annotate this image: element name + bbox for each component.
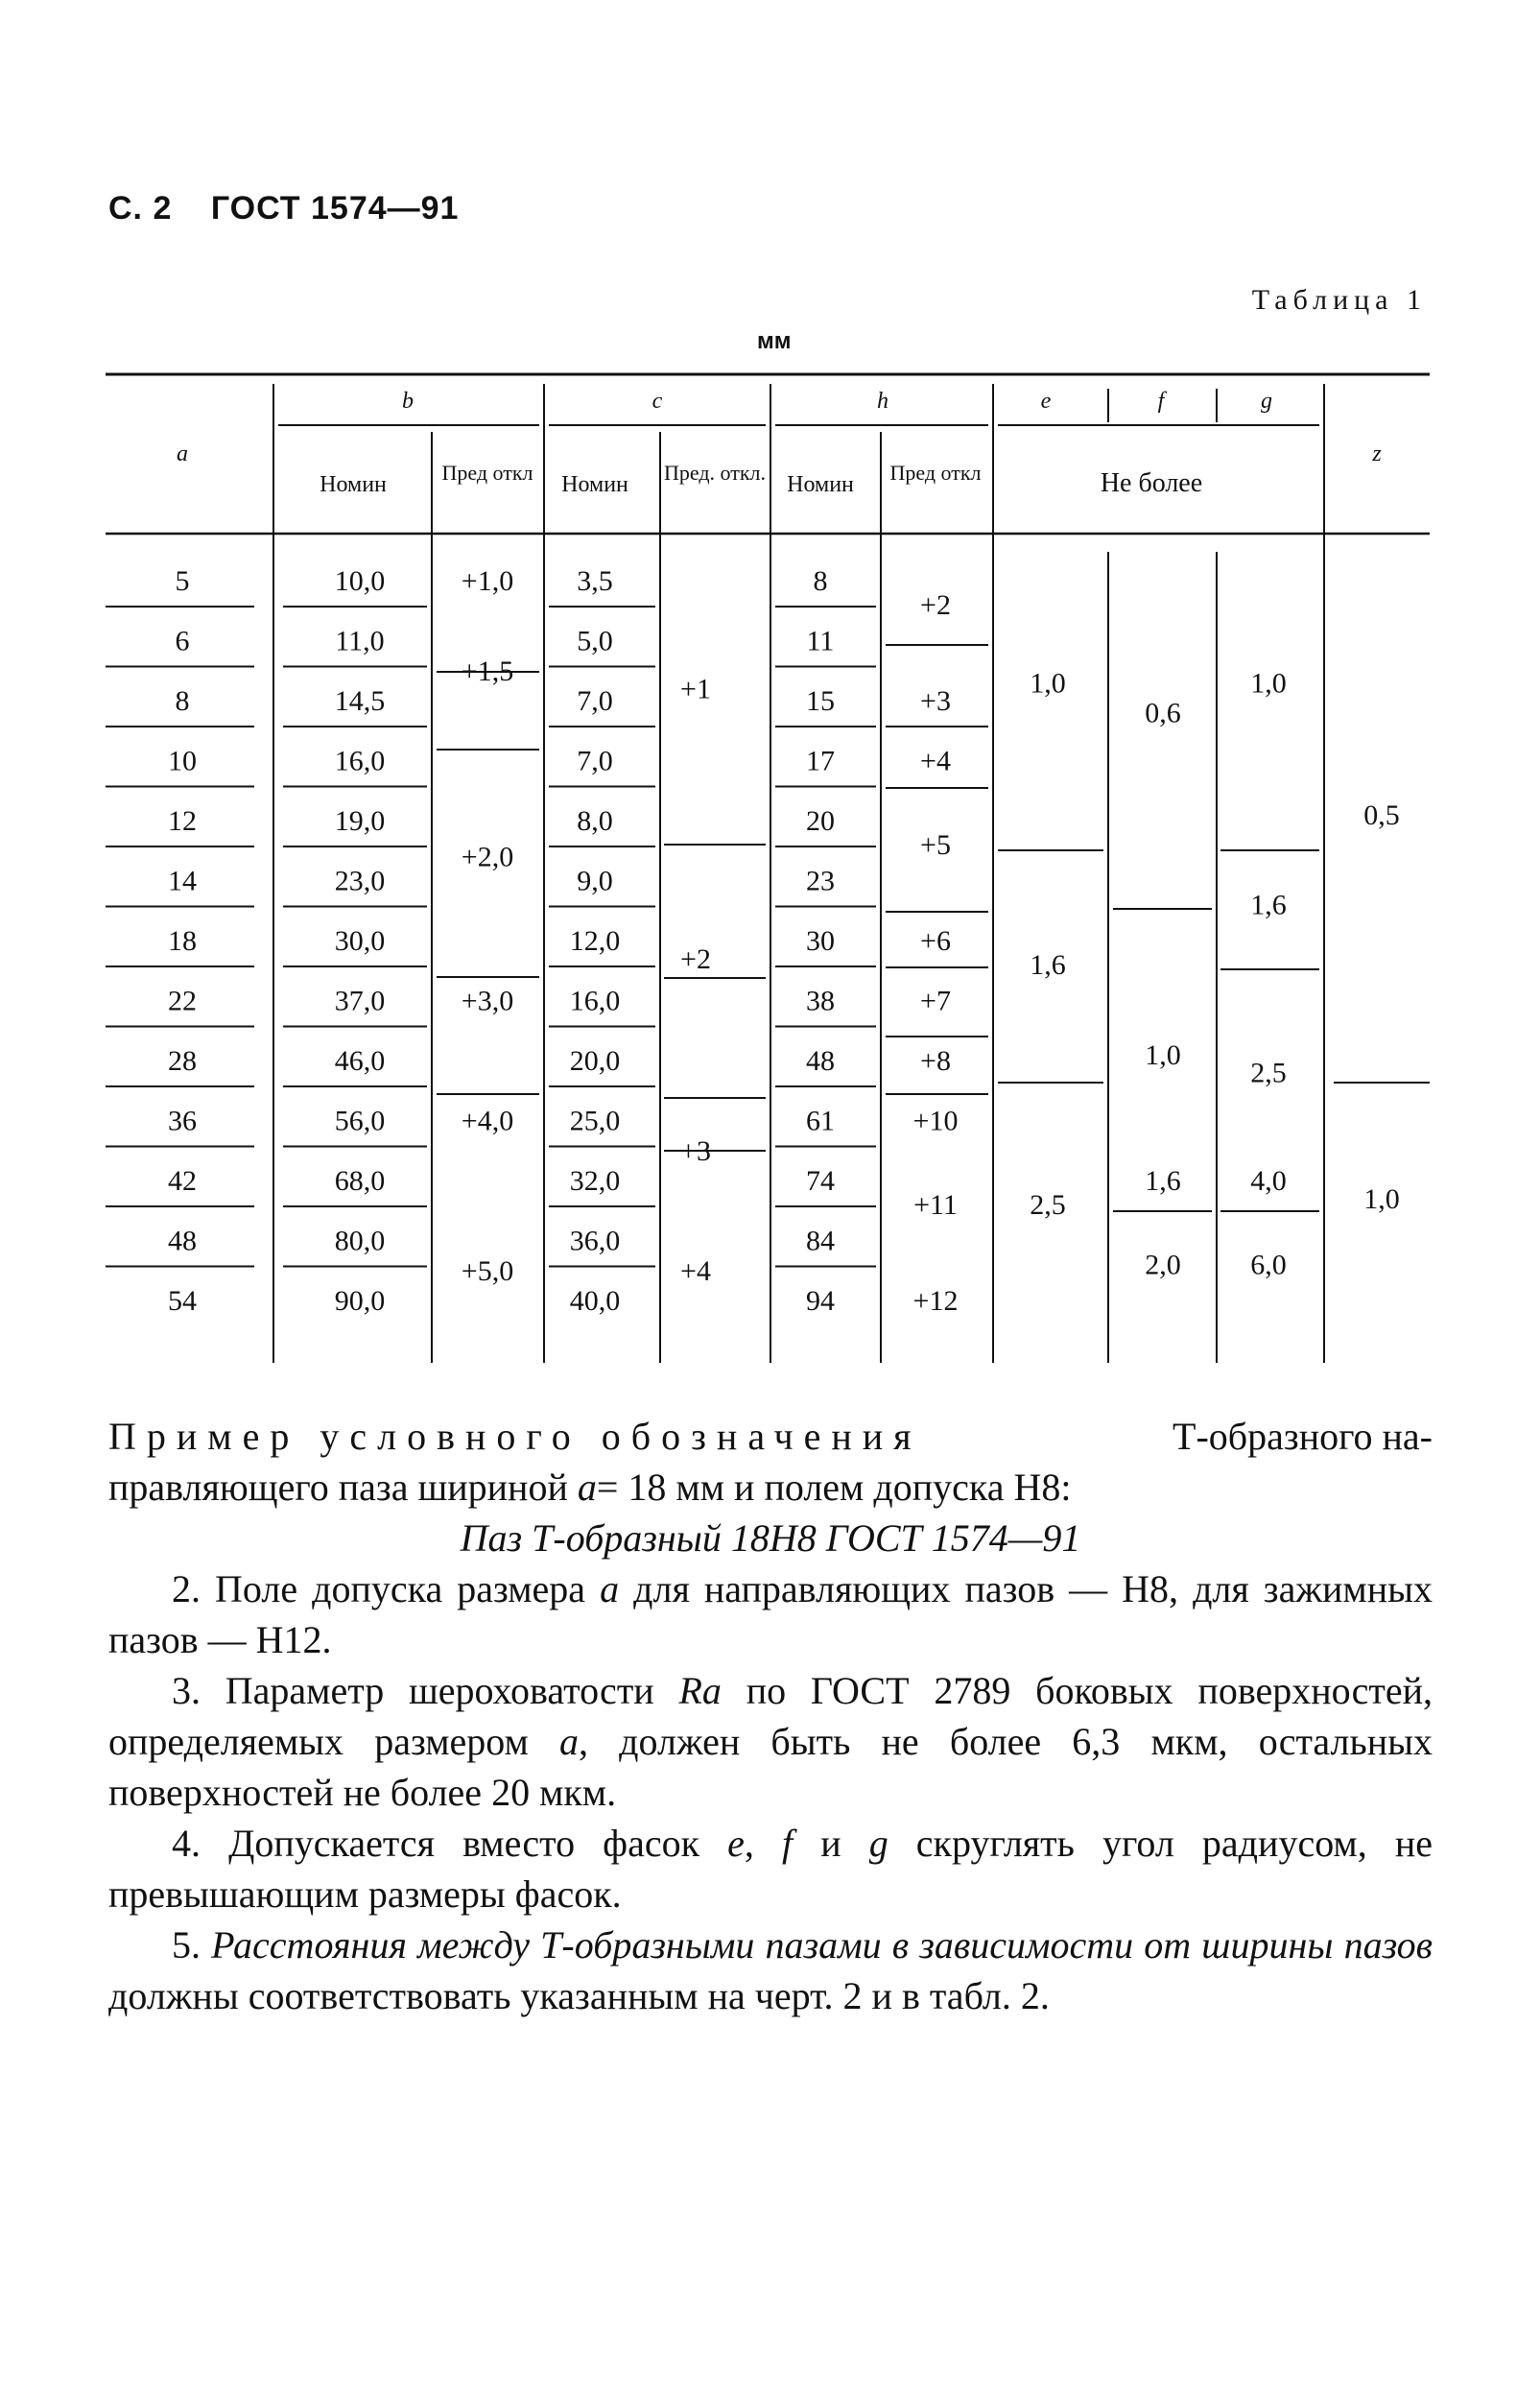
cell-h-dev: +6 xyxy=(920,925,951,957)
designation: Паз Т-образный 18Н8 ГОСТ 1574—91 xyxy=(460,1516,1081,1560)
header-h: h xyxy=(877,389,888,414)
cell-c-nom: 7,0 xyxy=(577,745,613,777)
header-c: c xyxy=(652,389,663,414)
header-g: g xyxy=(1261,389,1272,414)
cell-a: 10 xyxy=(168,745,197,777)
cell-a: 42 xyxy=(168,1165,197,1197)
cell-a: 28 xyxy=(168,1045,197,1077)
cell-a: 36 xyxy=(168,1105,197,1137)
cell-c-dev: +3 xyxy=(680,1134,711,1167)
cell-a: 18 xyxy=(168,925,197,957)
cell-h-nom: 20 xyxy=(806,805,835,837)
cell-b-dev: +1,0 xyxy=(461,565,514,597)
cell-b-nom: 80,0 xyxy=(334,1225,386,1257)
header-h-dev: Пред откл xyxy=(889,461,982,485)
cell-b-dev: +1,5 xyxy=(461,655,514,687)
cell-b-dev: +4,0 xyxy=(461,1105,514,1137)
cell-h-dev: +10 xyxy=(912,1105,959,1137)
header-z: z xyxy=(1372,441,1382,466)
cell-z: 0,5 xyxy=(1363,799,1400,831)
example-intro: Пример условного обозначения xyxy=(108,1415,922,1458)
header-e: e xyxy=(1040,389,1052,414)
cell-b-dev: +5,0 xyxy=(461,1254,514,1287)
cell-c-nom: 25,0 xyxy=(569,1105,621,1137)
paragraph-5: 5. Расстояния между Т-образными пазами в зависимости от ширины пазов должны соответствовать указанным на черт. 2 и в табл. 2. xyxy=(108,1923,1433,2017)
cell-h-nom: 61 xyxy=(806,1105,835,1137)
cell-a: 6 xyxy=(175,625,190,657)
cell-c-dev: +2 xyxy=(680,942,711,975)
cell-b-dev: +3,0 xyxy=(461,985,514,1017)
header-f: f xyxy=(1157,389,1165,414)
cell-h-nom: 17 xyxy=(806,745,835,777)
cell-b-nom: 10,0 xyxy=(334,565,386,597)
cell-h-nom: 15 xyxy=(806,685,835,717)
cell-h-nom: 23 xyxy=(806,865,835,897)
table-unit: мм xyxy=(757,328,792,354)
cell-h-nom: 84 xyxy=(806,1225,835,1257)
cell-f: 2,0 xyxy=(1145,1249,1181,1281)
cell-c-dev: +4 xyxy=(680,1254,711,1287)
cell-b-nom: 90,0 xyxy=(334,1285,386,1317)
cell-h-nom: 74 xyxy=(806,1165,835,1197)
paragraph-2: 2. Поле допуска размера a для направляющих пазов — Н8, для зажимных пазов — Н12. xyxy=(108,1567,1433,1661)
cell-h-dev: +3 xyxy=(920,685,951,717)
cell-h-dev: +12 xyxy=(912,1285,959,1317)
cell-b-nom: 14,5 xyxy=(334,685,386,717)
cell-c-nom: 40,0 xyxy=(569,1285,621,1317)
header-max: Не более xyxy=(1100,468,1203,498)
cell-h-dev: +5 xyxy=(920,829,951,861)
cell-h-dev: +7 xyxy=(920,985,951,1017)
cell-b-nom: 30,0 xyxy=(334,925,386,957)
cell-g: 1,0 xyxy=(1250,667,1287,700)
cell-h-dev: +11 xyxy=(913,1189,958,1221)
cell-f: 1,6 xyxy=(1145,1165,1181,1197)
paragraph-3: 3. Параметр шероховатости Ra по ГОСТ 2789 боковых поверхностей, определяемых размером a, должен быть не более 6,3 мкм, остальных поверхностей не более 20 мкм. xyxy=(108,1669,1433,1814)
header-h-nom: Номин xyxy=(787,472,854,497)
standard-number: ГОСТ 1574—91 xyxy=(210,190,460,226)
cell-c-nom: 8,0 xyxy=(577,805,613,837)
example-intro-2: Т-образного на- xyxy=(1173,1415,1433,1458)
cell-g: 2,5 xyxy=(1250,1057,1287,1089)
table-grid xyxy=(106,374,1430,1363)
cell-c-nom: 36,0 xyxy=(569,1225,621,1257)
cell-h-nom: 30 xyxy=(806,925,835,957)
cell-h-dev: +8 xyxy=(920,1045,951,1077)
cell-h-dev: +2 xyxy=(920,589,951,621)
cell-b-nom: 46,0 xyxy=(334,1045,386,1077)
cell-h-nom: 8 xyxy=(813,565,828,597)
header-b-nom: Номин xyxy=(320,472,387,497)
header-b-dev: Пред откл xyxy=(441,461,533,485)
example-line-1 xyxy=(108,1411,1433,1462)
header-a: a xyxy=(177,441,188,466)
cell-c-nom: 5,0 xyxy=(577,625,613,657)
body-text xyxy=(108,1411,1433,2021)
cell-h-nom: 48 xyxy=(806,1045,835,1077)
cell-b-dev: +2,0 xyxy=(461,841,514,873)
cell-h-dev: +4 xyxy=(920,745,951,777)
cell-b-nom: 56,0 xyxy=(334,1105,386,1137)
cell-c-nom: 3,5 xyxy=(577,565,613,597)
cell-a: 48 xyxy=(168,1225,197,1257)
header-b: b xyxy=(402,389,414,414)
cell-b-nom: 68,0 xyxy=(334,1165,386,1197)
cell-b-nom: 37,0 xyxy=(334,985,386,1017)
cell-g: 4,0 xyxy=(1250,1165,1287,1197)
cell-a: 14 xyxy=(168,865,197,897)
page-number: С. 2 xyxy=(108,190,173,226)
cell-e: 1,6 xyxy=(1030,949,1066,981)
paragraph-4: 4. Допускается вместо фасок e, f и g скруглять угол радиусом, не превышающим размеры фасок. xyxy=(108,1822,1433,1916)
cell-h-nom: 38 xyxy=(806,985,835,1017)
cell-a: 22 xyxy=(168,985,197,1017)
cell-b-nom: 19,0 xyxy=(334,805,386,837)
cell-a: 12 xyxy=(168,805,197,837)
table-caption: Таблица 1 xyxy=(1251,284,1427,316)
cell-a: 54 xyxy=(168,1285,197,1317)
cell-b-nom: 11,0 xyxy=(335,625,385,657)
cell-h-nom: 94 xyxy=(806,1285,835,1317)
header-c-nom: Номин xyxy=(561,472,628,497)
cell-c-dev: +1 xyxy=(680,673,711,705)
cell-c-nom: 16,0 xyxy=(569,985,621,1017)
cell-c-nom: 12,0 xyxy=(569,925,621,957)
cell-a: 5 xyxy=(175,565,190,597)
cell-a: 8 xyxy=(175,685,190,717)
cell-c-nom: 7,0 xyxy=(577,685,613,717)
cell-z: 1,0 xyxy=(1363,1182,1400,1215)
cell-e: 2,5 xyxy=(1030,1189,1066,1221)
cell-b-nom: 16,0 xyxy=(334,745,386,777)
cell-h-nom: 11 xyxy=(806,625,835,657)
cell-g: 1,6 xyxy=(1250,889,1287,921)
cell-e: 1,0 xyxy=(1030,667,1066,700)
cell-f: 0,6 xyxy=(1145,697,1181,729)
cell-c-nom: 20,0 xyxy=(569,1045,621,1077)
example-line-2: правляющего паза шириной a= 18 мм и полем допуска Н8: xyxy=(108,1466,1072,1509)
header-c-dev: Пред. откл. xyxy=(663,461,767,485)
cell-c-nom: 32,0 xyxy=(569,1165,621,1197)
var-a: a xyxy=(577,1466,597,1509)
cell-b-nom: 23,0 xyxy=(334,865,386,897)
cell-c-nom: 9,0 xyxy=(577,865,613,897)
cell-f: 1,0 xyxy=(1145,1038,1181,1071)
cell-g: 6,0 xyxy=(1250,1249,1287,1281)
